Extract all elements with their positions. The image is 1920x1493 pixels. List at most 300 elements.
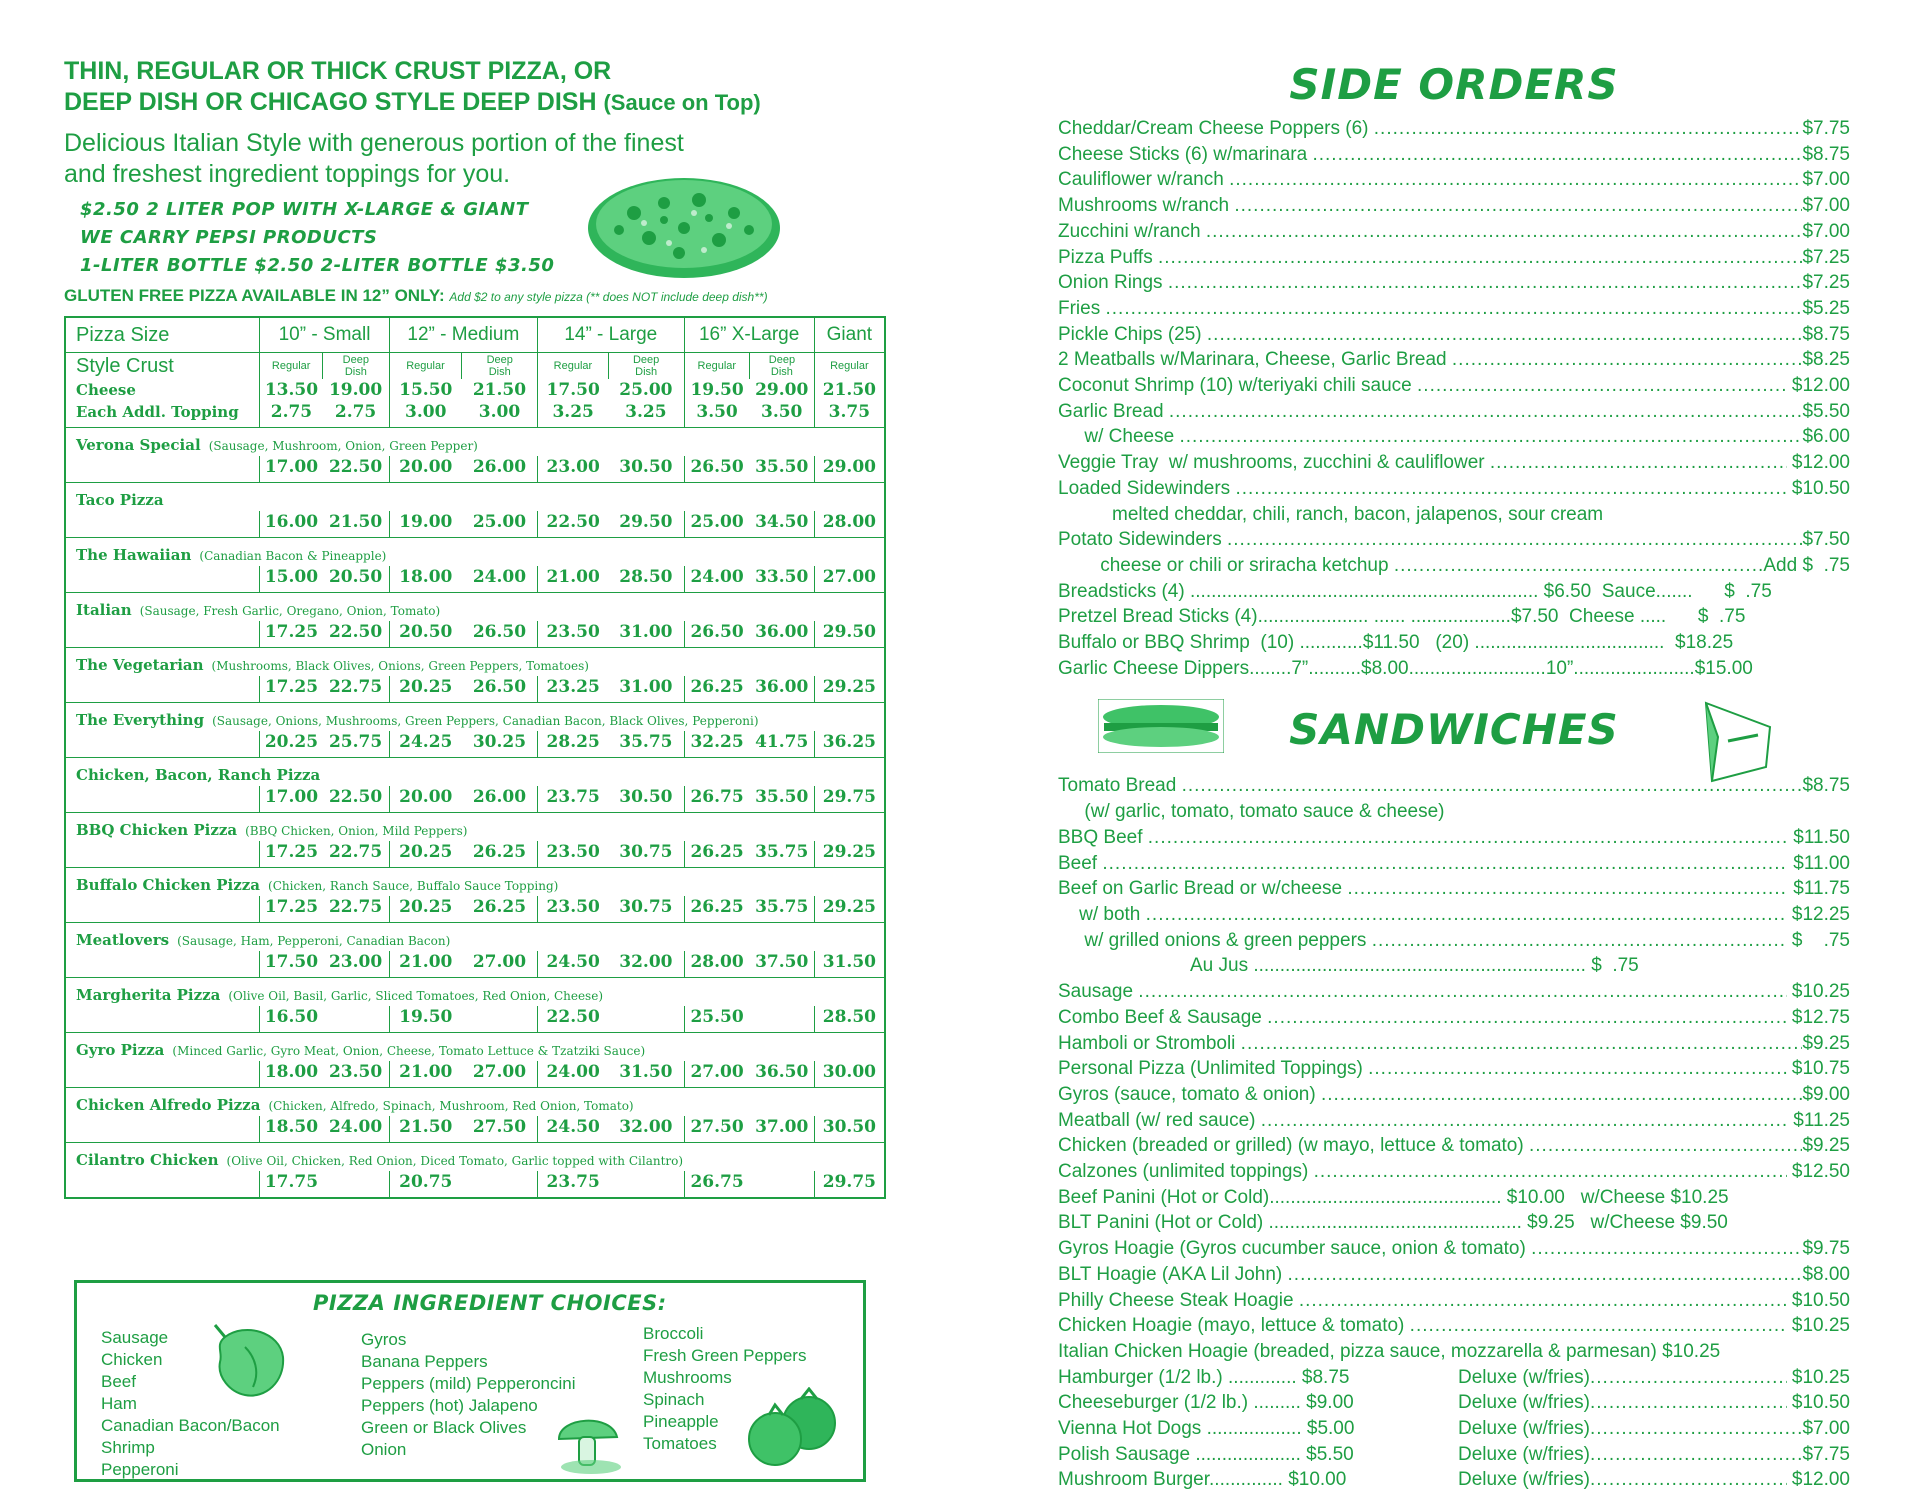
price-cell: 30.50: [608, 456, 684, 483]
burger-row: [1058, 1416, 1850, 1442]
promo-line-3: 1-LITER BOTTLE $2.50 2-LITER BOTTLE $3.50: [80, 255, 555, 276]
price-cell: 24.00: [684, 566, 750, 593]
price-cell: [462, 1171, 538, 1198]
price-cell: 32.00: [608, 951, 684, 978]
price-cell: 3.50: [750, 401, 815, 428]
deluxe-price: $12.00: [1786, 1469, 1850, 1491]
price-cell: 25.00: [619, 380, 673, 400]
price-cell: 29.25: [814, 676, 885, 703]
menu-item-price: $7.00: [1802, 195, 1850, 217]
menu-item: [1058, 476, 1850, 502]
price-cell: 3.25: [538, 401, 609, 428]
ingredient-column-toppings: [361, 1329, 576, 1461]
menu-item: [1058, 553, 1850, 579]
price-cell: 22.50: [538, 1006, 609, 1033]
price-cell: 17.25: [260, 676, 323, 703]
price-cell: 18.00: [260, 1061, 323, 1088]
ingredient-item: Banana Peppers: [361, 1352, 488, 1371]
menu-item: [1058, 1313, 1850, 1339]
price-cell: 30.75: [608, 896, 684, 923]
pizza-name: The Hawaiian: [76, 546, 192, 564]
sandwiches-list: [1058, 773, 1850, 1493]
dot-leader: [1347, 876, 1788, 902]
pizza-ingredients: (Chicken, Alfredo, Spinach, Mushroom, Red Onion, Tomato): [268, 1099, 634, 1113]
promo-line-2: WE CARRY PEPSI PRODUCTS: [80, 227, 378, 248]
price-cell: 23.25: [538, 676, 609, 703]
menu-item-name: Coconut Shrimp (10) w/teriyaki chili sauce: [1058, 375, 1418, 397]
ingredient-item: Mushrooms: [643, 1368, 732, 1387]
price-cell: 30.50: [608, 786, 684, 813]
price-cell: [462, 1006, 538, 1033]
menu-item-price: $11.50: [1788, 826, 1850, 848]
price-cell: 17.50: [538, 379, 609, 401]
specialty-pizza-row: [65, 483, 885, 512]
pizza-header: [64, 56, 904, 118]
crust-regular: Regular: [538, 353, 609, 380]
dot-leader: [1590, 1416, 1802, 1442]
ingredient-item: Tomatoes: [643, 1434, 717, 1453]
menu-item-price: $8.75: [1802, 143, 1850, 165]
price-cell: [608, 1171, 684, 1198]
menu-item-price: $10.25: [1786, 1315, 1850, 1337]
dot-leader: [1529, 1133, 1802, 1159]
price-cell: 24.00: [538, 1061, 609, 1088]
menu-item: [1058, 1056, 1850, 1082]
dot-leader: [1590, 1390, 1787, 1416]
price-cell: 20.50: [389, 621, 462, 648]
price-cell: 20.00: [389, 456, 462, 483]
italian-hoagie-line: Italian Chicken Hoagie (breaded, pizza sauce, mozzarella & parmesan) $10.25: [1058, 1340, 1721, 1362]
price-cell: 26.00: [462, 456, 538, 483]
price-cell: 24.00: [462, 566, 538, 593]
menu-item-name: Garlic Bread: [1058, 400, 1169, 422]
size-xlarge: 16” X-Large: [684, 317, 814, 353]
menu-item: [1058, 322, 1850, 348]
price-cell: 23.75: [538, 1171, 609, 1198]
menu-item-price: $10.50: [1786, 477, 1850, 499]
menu-item-name: Chicken Hoagie (mayo, lettuce & tomato): [1058, 1315, 1410, 1337]
menu-item-name: Beef on Garlic Bread or w/cheese: [1058, 878, 1348, 900]
dot-leader: [1288, 1262, 1803, 1288]
mushroom-icon: [551, 1405, 631, 1477]
menu-item-price: $12.50: [1786, 1161, 1850, 1183]
pizza-name: Buffalo Chicken Pizza: [76, 876, 261, 894]
ingredient-choices-box: [74, 1280, 866, 1482]
specialty-pizza-row: [65, 703, 885, 732]
price-cell: 26.50: [684, 456, 750, 483]
price-cell: 36.25: [814, 731, 885, 758]
menu-item: [1058, 270, 1850, 296]
deluxe-price: $10.25: [1786, 1366, 1850, 1388]
dot-leader: [1374, 116, 1803, 142]
burger-row: [1058, 1467, 1850, 1493]
menu-item-price: $7.50: [1802, 529, 1850, 551]
menu-item-price: $7.00: [1802, 169, 1850, 191]
pizza-name: Chicken, Bacon, Ranch Pizza: [76, 766, 321, 784]
price-cell: 25.75: [323, 731, 390, 758]
crust-regular: Regular: [389, 353, 462, 380]
menu-item-name: Zucchini w/ranch: [1058, 220, 1206, 242]
deluxe-price: $7.75: [1802, 1443, 1850, 1465]
price-cell: 20.75: [389, 1171, 462, 1198]
dot-leader: [1372, 928, 1787, 954]
ingredient-column-meats: [101, 1327, 280, 1481]
pizza-name: The Everything: [76, 711, 205, 729]
menu-item-name: Cheese Sticks (6) w/marinara: [1058, 143, 1313, 165]
price-cell: 23.50: [538, 621, 609, 648]
specialty-pizza-row: [65, 1088, 885, 1117]
dot-leader: [1158, 245, 1802, 271]
dot-leader: [1531, 1236, 1802, 1262]
price-cell: 24.50: [538, 951, 609, 978]
pizza-ingredients: (Mushrooms, Black Olives, Onions, Green Peppers, Tomatoes): [211, 659, 589, 673]
menu-item: [1058, 167, 1850, 193]
pizza-ingredients: (Chicken, Ranch Sauce, Buffalo Sauce Topping): [268, 879, 559, 893]
menu-item-name: w/ grilled onions & green peppers: [1058, 929, 1372, 951]
menu-item-price: $9.75: [1802, 1238, 1850, 1260]
price-cell: 18.00: [389, 566, 462, 593]
price-cell: 23.75: [538, 786, 609, 813]
price-cell: 21.50: [472, 380, 527, 400]
menu-item-name: Hamboli or Stromboli: [1058, 1032, 1241, 1054]
tomato-icon: [743, 1387, 847, 1471]
shrimp-line: Buffalo or BBQ Shrimp (10) ............$11.50 (20) .................................... $18.25: [1058, 632, 1734, 654]
dot-leader: [1312, 142, 1802, 168]
burger-name: Hamburger (1/2 lb.) ............. $8.75: [1058, 1366, 1350, 1388]
dot-leader: [1490, 450, 1787, 476]
price-cell: 26.25: [684, 896, 750, 923]
menu-item-price: $7.00: [1802, 220, 1850, 242]
ingredient-item: Pineapple: [643, 1412, 719, 1431]
dot-leader: [1410, 1313, 1787, 1339]
price-cell: [608, 1006, 684, 1033]
price-cell: 15.50: [389, 379, 462, 401]
menu-item-price: $11.25: [1788, 1109, 1850, 1131]
menu-item-price: $12.25: [1786, 903, 1850, 925]
menu-item-price: $8.00: [1802, 1263, 1850, 1285]
menu-item-price: $6.00: [1802, 426, 1850, 448]
cheese-label: Cheese: [76, 381, 136, 399]
price-cell: 22.75: [323, 896, 390, 923]
header-line-1: THIN, REGULAR OR THICK CRUST PIZZA, OR: [64, 57, 612, 85]
menu-item-price: $10.75: [1786, 1058, 1850, 1080]
dot-leader: [1321, 1082, 1803, 1108]
dot-leader: [1168, 270, 1803, 296]
price-cell: 34.50: [750, 511, 815, 538]
burger-name: Vienna Hot Dogs .................. $5.00: [1058, 1418, 1355, 1440]
price-cell: 25.00: [462, 511, 538, 538]
price-cell: 21.50: [814, 379, 885, 401]
price-cell: 21.00: [389, 951, 462, 978]
price-cell: 22.75: [323, 676, 390, 703]
header-line-2: DEEP DISH OR CHICAGO STYLE DEEP DISH: [64, 88, 597, 116]
pizza-ingredients: (Sausage, Onions, Mushrooms, Green Peppers, Canadian Bacon, Black Olives, Pepperoni): [212, 714, 759, 728]
deluxe-price: $7.00: [1802, 1418, 1850, 1440]
dot-leader: [1299, 1288, 1787, 1314]
pizza-ingredients: (Minced Garlic, Gyro Meat, Onion, Cheese, Tomato Lettuce & Tzatziki Sauce): [172, 1044, 646, 1058]
menu-item-name: Beef: [1058, 852, 1103, 874]
menu-item: [1058, 851, 1850, 877]
price-cell: 28.50: [608, 566, 684, 593]
topping-label: Each Addl. Topping: [65, 401, 260, 428]
price-cell: 30.25: [462, 731, 538, 758]
price-cell: 23.00: [323, 951, 390, 978]
menu-item-price: $12.75: [1786, 1006, 1850, 1028]
ingredient-item: Gyros: [361, 1330, 407, 1349]
menu-item-name: Loaded Sidewinders: [1058, 477, 1236, 499]
beef-panini-line: Beef Panini (Hot or Cold)............................................ $10.00 w/Cheese $10.25: [1058, 1186, 1729, 1208]
dot-leader: [1206, 219, 1803, 245]
ingredient-item: Peppers (hot) Jalapeno: [361, 1396, 538, 1415]
price-cell: 22.50: [323, 456, 390, 483]
deluxe-label: Deluxe (w/fries): [1458, 1366, 1590, 1388]
price-cell: 24.25: [389, 731, 462, 758]
price-cell: 23.50: [323, 1061, 390, 1088]
menu-item-price: Add $ .75: [1763, 554, 1850, 576]
menu-item: [1058, 1082, 1850, 1108]
menu-item-price: $5.25: [1802, 297, 1850, 319]
price-cell: 23.50: [538, 841, 609, 868]
price-cell: 31.00: [608, 621, 684, 648]
price-cell: 16.00: [260, 511, 323, 538]
specialty-pizza-row: [65, 868, 885, 897]
burger-name: Polish Sausage .................... $5.50: [1058, 1443, 1354, 1465]
price-cell: 27.00: [814, 566, 885, 593]
menu-item: [1058, 245, 1850, 271]
price-cell: 20.25: [389, 896, 462, 923]
intro-line-1: Delicious Italian Style with generous portion of the finest: [64, 129, 684, 157]
price-cell: 35.50: [750, 786, 815, 813]
specialty-pizza-row: [65, 538, 885, 567]
price-cell: 28.50: [814, 1006, 885, 1033]
sandwich-wrap-icon: [1698, 697, 1778, 783]
menu-item: [1058, 1159, 1850, 1185]
gluten-colon: :: [438, 286, 445, 305]
menu-item-price: $9.00: [1802, 1083, 1850, 1105]
price-cell: [750, 1171, 815, 1198]
crust-regular: Regular: [684, 353, 750, 380]
dot-leader: [1590, 1365, 1787, 1391]
ingredient-item: Shrimp: [101, 1438, 155, 1457]
menu-item: [1058, 347, 1850, 373]
ingredient-item: Onion: [361, 1440, 407, 1459]
menu-item-name: w/ Cheese: [1058, 426, 1180, 448]
price-cell: 37.00: [750, 1116, 815, 1143]
ingredient-item: Beef: [101, 1372, 136, 1391]
price-cell: 3.00: [389, 401, 462, 428]
menu-item-name: Cheddar/Cream Cheese Poppers (6): [1058, 118, 1374, 139]
price-cell: 35.50: [750, 456, 815, 483]
price-cell: 20.25: [389, 676, 462, 703]
price-cell: 17.25: [260, 896, 323, 923]
deluxe-label: Deluxe (w/fries): [1458, 1392, 1590, 1414]
pretzel-line: Pretzel Bread Sticks (4)..................... ...... ...................$7.50 Cheese ..... $ .75: [1058, 606, 1746, 628]
header-note: (Sauce on Top): [603, 90, 761, 115]
menu-item-name: Meatball (w/ red sauce): [1058, 1109, 1261, 1131]
specialty-pizza-row: [65, 593, 885, 622]
pizza-name: Cilantro Chicken: [76, 1151, 219, 1169]
price-cell: 29.75: [814, 1171, 885, 1198]
menu-item-name: Fries: [1058, 297, 1106, 319]
price-cell: 29.50: [814, 621, 885, 648]
side-orders-list: [1058, 116, 1850, 681]
specialty-pizza-row: [65, 813, 885, 842]
price-cell: 23.00: [538, 456, 609, 483]
menu-item: [1058, 1262, 1850, 1288]
deluxe-label: Deluxe (w/fries): [1458, 1469, 1590, 1491]
pizza-ingredients: (Canadian Bacon & Pineapple): [199, 549, 387, 563]
price-cell: 26.25: [462, 896, 538, 923]
loaded-sidewinders-note: melted cheddar, chili, ranch, bacon, jalapenos, sour cream: [1112, 503, 1604, 525]
price-cell: 2.75: [323, 401, 390, 428]
blt-panini-line: BLT Panini (Hot or Cold) ................................................ $9.25 w/Cheese $9.50: [1058, 1212, 1728, 1234]
price-cell: 15.00: [260, 566, 323, 593]
crust-deep-dish: Deep Dish: [608, 353, 684, 380]
menu-item: [1058, 876, 1850, 902]
price-cell: 18.50: [260, 1116, 323, 1143]
deluxe-label: Deluxe (w/fries): [1458, 1418, 1590, 1440]
price-cell: [323, 1171, 390, 1198]
menu-item: [1058, 1108, 1850, 1134]
price-cell: 27.00: [684, 1061, 750, 1088]
style-crust-label: Style Crust: [76, 354, 174, 377]
menu-item-price: $8.75: [1802, 775, 1850, 797]
pizza-name: Verona Special: [76, 436, 201, 454]
price-cell: 3.25: [608, 401, 684, 428]
dot-leader: [1207, 322, 1803, 348]
burger-row: [1058, 1442, 1850, 1468]
ingredient-item: Chicken: [101, 1350, 163, 1369]
price-cell: 26.75: [684, 786, 750, 813]
price-cell: 22.50: [538, 511, 609, 538]
dot-leader: [1368, 1056, 1786, 1082]
price-cell: 28.25: [538, 731, 609, 758]
ingredient-item: Green or Black Olives: [361, 1418, 527, 1437]
menu-item-price: $10.25: [1786, 981, 1850, 1003]
price-cell: 21.50: [323, 511, 390, 538]
pizza-ingredients: (Sausage, Mushroom, Onion, Green Pepper): [208, 439, 478, 453]
menu-item-price: $7.25: [1802, 272, 1850, 294]
price-cell: 20.00: [389, 786, 462, 813]
crust-deep-dish: Deep Dish: [750, 353, 815, 380]
price-cell: 32.25: [684, 731, 750, 758]
promo-line-1: $2.50 2 LITER POP WITH X-LARGE & GIANT: [80, 199, 529, 220]
price-cell: 3.75: [814, 401, 885, 428]
price-cell: 36.50: [750, 1061, 815, 1088]
pizza-ingredients: (Sausage, Ham, Pepperoni, Canadian Bacon): [177, 934, 451, 948]
price-cell: 29.00: [755, 380, 809, 400]
specialty-pizza-row: [65, 978, 885, 1007]
menu-item-name: 2 Meatballs w/Marinara, Cheese, Garlic Bread: [1058, 349, 1452, 371]
menu-item-price: $12.00: [1786, 452, 1850, 474]
price-cell: 20.50: [323, 566, 390, 593]
menu-item-price: $ .75: [1786, 929, 1850, 951]
dot-leader: [1417, 373, 1787, 399]
price-cell: 17.00: [260, 786, 323, 813]
dot-leader: [1169, 399, 1803, 425]
price-cell: 29.50: [608, 511, 684, 538]
menu-item-price: $8.25: [1802, 349, 1850, 371]
price-cell: 26.50: [462, 676, 538, 703]
pizza-ingredients: (Olive Oil, Basil, Garlic, Sliced Tomatoes, Red Onion, Cheese): [228, 989, 603, 1003]
pizza-ingredients: (Olive Oil, Chicken, Red Onion, Diced Tomato, Garlic topped with Cilantro): [226, 1154, 684, 1168]
menu-item-price: $5.50: [1802, 400, 1850, 422]
burger-row: [1058, 1390, 1850, 1416]
price-cell: 19.00: [389, 511, 462, 538]
menu-item-name: Potato Sidewinders: [1058, 529, 1227, 551]
menu-item: [1058, 928, 1850, 954]
dot-leader: [1227, 527, 1802, 553]
price-cell: 29.00: [814, 456, 885, 483]
menu-item-name: Tomato Bread: [1058, 775, 1182, 797]
specialty-pizza-row: [65, 758, 885, 787]
ingredient-item: Peppers (mild) Pepperoncini: [361, 1374, 576, 1393]
tomato-bread-note: (w/ garlic, tomato, tomato sauce & cheese): [1058, 801, 1445, 823]
price-cell: 22.50: [323, 621, 390, 648]
pizza-name: Taco Pizza: [76, 491, 164, 509]
price-cell: 37.50: [750, 951, 815, 978]
menu-item: [1058, 450, 1850, 476]
menu-item: [1058, 902, 1850, 928]
price-cell: 29.25: [814, 841, 885, 868]
pizza-name: Meatlovers: [76, 931, 170, 949]
price-cell: 35.75: [608, 731, 684, 758]
price-cell: 19.00: [328, 380, 383, 400]
crust-deep-dish: Deep Dish: [323, 353, 390, 380]
menu-item: [1058, 142, 1850, 168]
menu-item-name: w/ both: [1058, 903, 1146, 925]
price-cell: 27.00: [462, 951, 538, 978]
size-giant: Giant: [814, 317, 885, 353]
menu-item: [1058, 527, 1850, 553]
dot-leader: [1267, 1005, 1786, 1031]
price-cell: 21.00: [538, 566, 609, 593]
price-cell: 16.50: [260, 1006, 323, 1033]
pizza-name: BBQ Chicken Pizza: [76, 821, 238, 839]
menu-item-name: Combo Beef & Sausage: [1058, 1006, 1268, 1028]
menu-item-price: $11.75: [1788, 878, 1850, 900]
menu-item-name: Philly Cheese Steak Hoagie: [1058, 1289, 1299, 1311]
dot-leader: [1138, 979, 1786, 1005]
menu-item: [1058, 373, 1850, 399]
sandwiches-title: SANDWICHES: [1289, 705, 1619, 755]
specialty-pizza-row: [65, 923, 885, 952]
menu-item: [1058, 296, 1850, 322]
price-cell: 22.75: [323, 841, 390, 868]
price-cell: 22.50: [323, 786, 390, 813]
price-cell: 30.75: [608, 841, 684, 868]
menu-item-name: Cauliflower w/ranch: [1058, 169, 1230, 191]
size-medium: 12” - Medium: [389, 317, 537, 353]
dot-leader: [1452, 347, 1803, 373]
price-cell: 21.00: [389, 1061, 462, 1088]
pizza-name: Italian: [76, 601, 132, 619]
dippers-line: Garlic Cheese Dippers........7”..........$8.00..........................10”.......................$15.00: [1058, 657, 1753, 679]
price-cell: 35.75: [750, 896, 815, 923]
size-large: 14” - Large: [538, 317, 684, 353]
menu-item-price: $8.75: [1802, 323, 1850, 345]
dot-leader: [1229, 167, 1802, 193]
menu-item: [1058, 825, 1850, 851]
price-cell: 29.25: [814, 896, 885, 923]
pizza-name: The Vegetarian: [76, 656, 204, 674]
price-cell: 25.00: [684, 511, 750, 538]
specialty-pizza-row: [65, 1033, 885, 1062]
pizza-name: Chicken Alfredo Pizza: [76, 1096, 261, 1114]
price-cell: 36.00: [750, 676, 815, 703]
price-cell: 35.75: [750, 841, 815, 868]
menu-item-name: Onion Rings: [1058, 272, 1168, 294]
